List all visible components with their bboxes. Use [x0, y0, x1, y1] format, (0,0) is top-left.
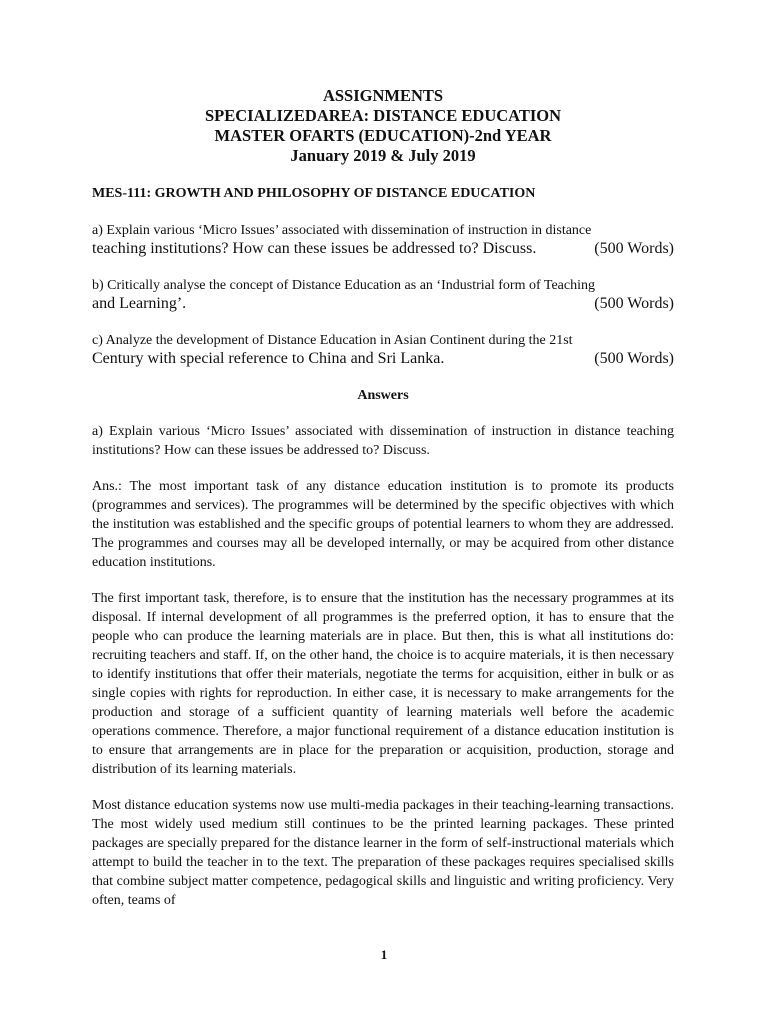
header-line-session: January 2019 & July 2019 [290, 146, 476, 165]
question-b-line1: b) Critically analyse the concept of Distance Education as an ‘Industrial form of Teaching [92, 278, 595, 293]
question-a-line1: a) Explain various ‘Micro Issues’ associated with dissemination of instruction in distance [92, 223, 592, 238]
question-c-word-limit: (500 Words) [594, 350, 674, 367]
course-title: MES-111: GROWTH AND PHILOSOPHY OF DISTANCE EDUCATION [92, 186, 536, 201]
question-c [92, 331, 674, 368]
question-b [92, 276, 674, 313]
question-b-word-limit: (500 Words) [594, 295, 674, 312]
header-line-assignments: ASSIGNMENTS [322, 86, 444, 105]
answer-paragraph: Most distance education systems now use multi-media packages in their teaching-learning transactions. The most widely used medium still continues to be the printed learning packages. These printed packages are specially prepared for the distance learner in the form of self-instructional materials which attempt to build the teacher in to the text. The preparation of these packages requires specialised skills that combine subject matter competence, pedagogical skills and linguistic and writing proficiency. Very often, teams of [92, 798, 674, 908]
question-a-line2-row [92, 240, 674, 258]
document-page [92, 86, 674, 910]
question-c-line1: c) Analyze the development of Distance Education in Asian Continent during the 21st [92, 333, 573, 348]
question-a-line2: teaching institutions? How can these issues be addressed to? Discuss. [92, 240, 537, 257]
answer-question-a: a) Explain various ‘Micro Issues’ associated with dissemination of instruction in distance teaching institutions? How can these issues be addressed to? Discuss. [92, 424, 674, 458]
answer-paragraph: Ans.: The most important task of any distance education institution is to promote its products (programmes and services). The programmes will be determined by the specific objectives with which the institution was established and the specific groups of potential learners to whom they are addressed. The programmes and courses may all be developed internally, or may be acquired from other distance education institutions. [92, 479, 674, 570]
header-line-specialized-area: SPECIALIZEDAREA: DISTANCE EDUCATION [204, 106, 562, 125]
question-b-line2-row [92, 295, 674, 313]
header-line-programme: MASTER OFARTS (EDUCATION)-2nd YEAR [214, 126, 552, 145]
question-c-line2: Century with special reference to China and Sri Lanka. [92, 350, 445, 367]
answers-heading: Answers [357, 388, 409, 403]
answer-paragraph: The first important task, therefore, is to ensure that the institution has the necessary programmes at its disposal. If internal development of all programmes is the preferred option, it has to ensure that the people who can produce the learning materials are in place. But then, this is what all institutions do: recruiting teachers and staff. If, on the other hand, the choice is to acquire materials, it is then necessary to identify institutions that offer their materials, negotiate the terms for acquisition, either in bulk or as single copies with rights for reproduction. In either case, it is necessary to make arrangements for the production and storage of a sufficient quantity of learning materials well before the academic operations commence. Therefore, a major functional requirement of a distance education institution is to ensure that arrangements are in place for the preparation or acquisition, production, storage and distribution of its learning materials. [92, 591, 674, 777]
question-b-line2: and Learning’. [92, 295, 187, 312]
page-number: 1 [380, 947, 388, 962]
question-a [92, 221, 674, 258]
question-c-line2-row [92, 350, 674, 368]
document-header [92, 86, 674, 166]
question-a-word-limit: (500 Words) [594, 240, 674, 257]
